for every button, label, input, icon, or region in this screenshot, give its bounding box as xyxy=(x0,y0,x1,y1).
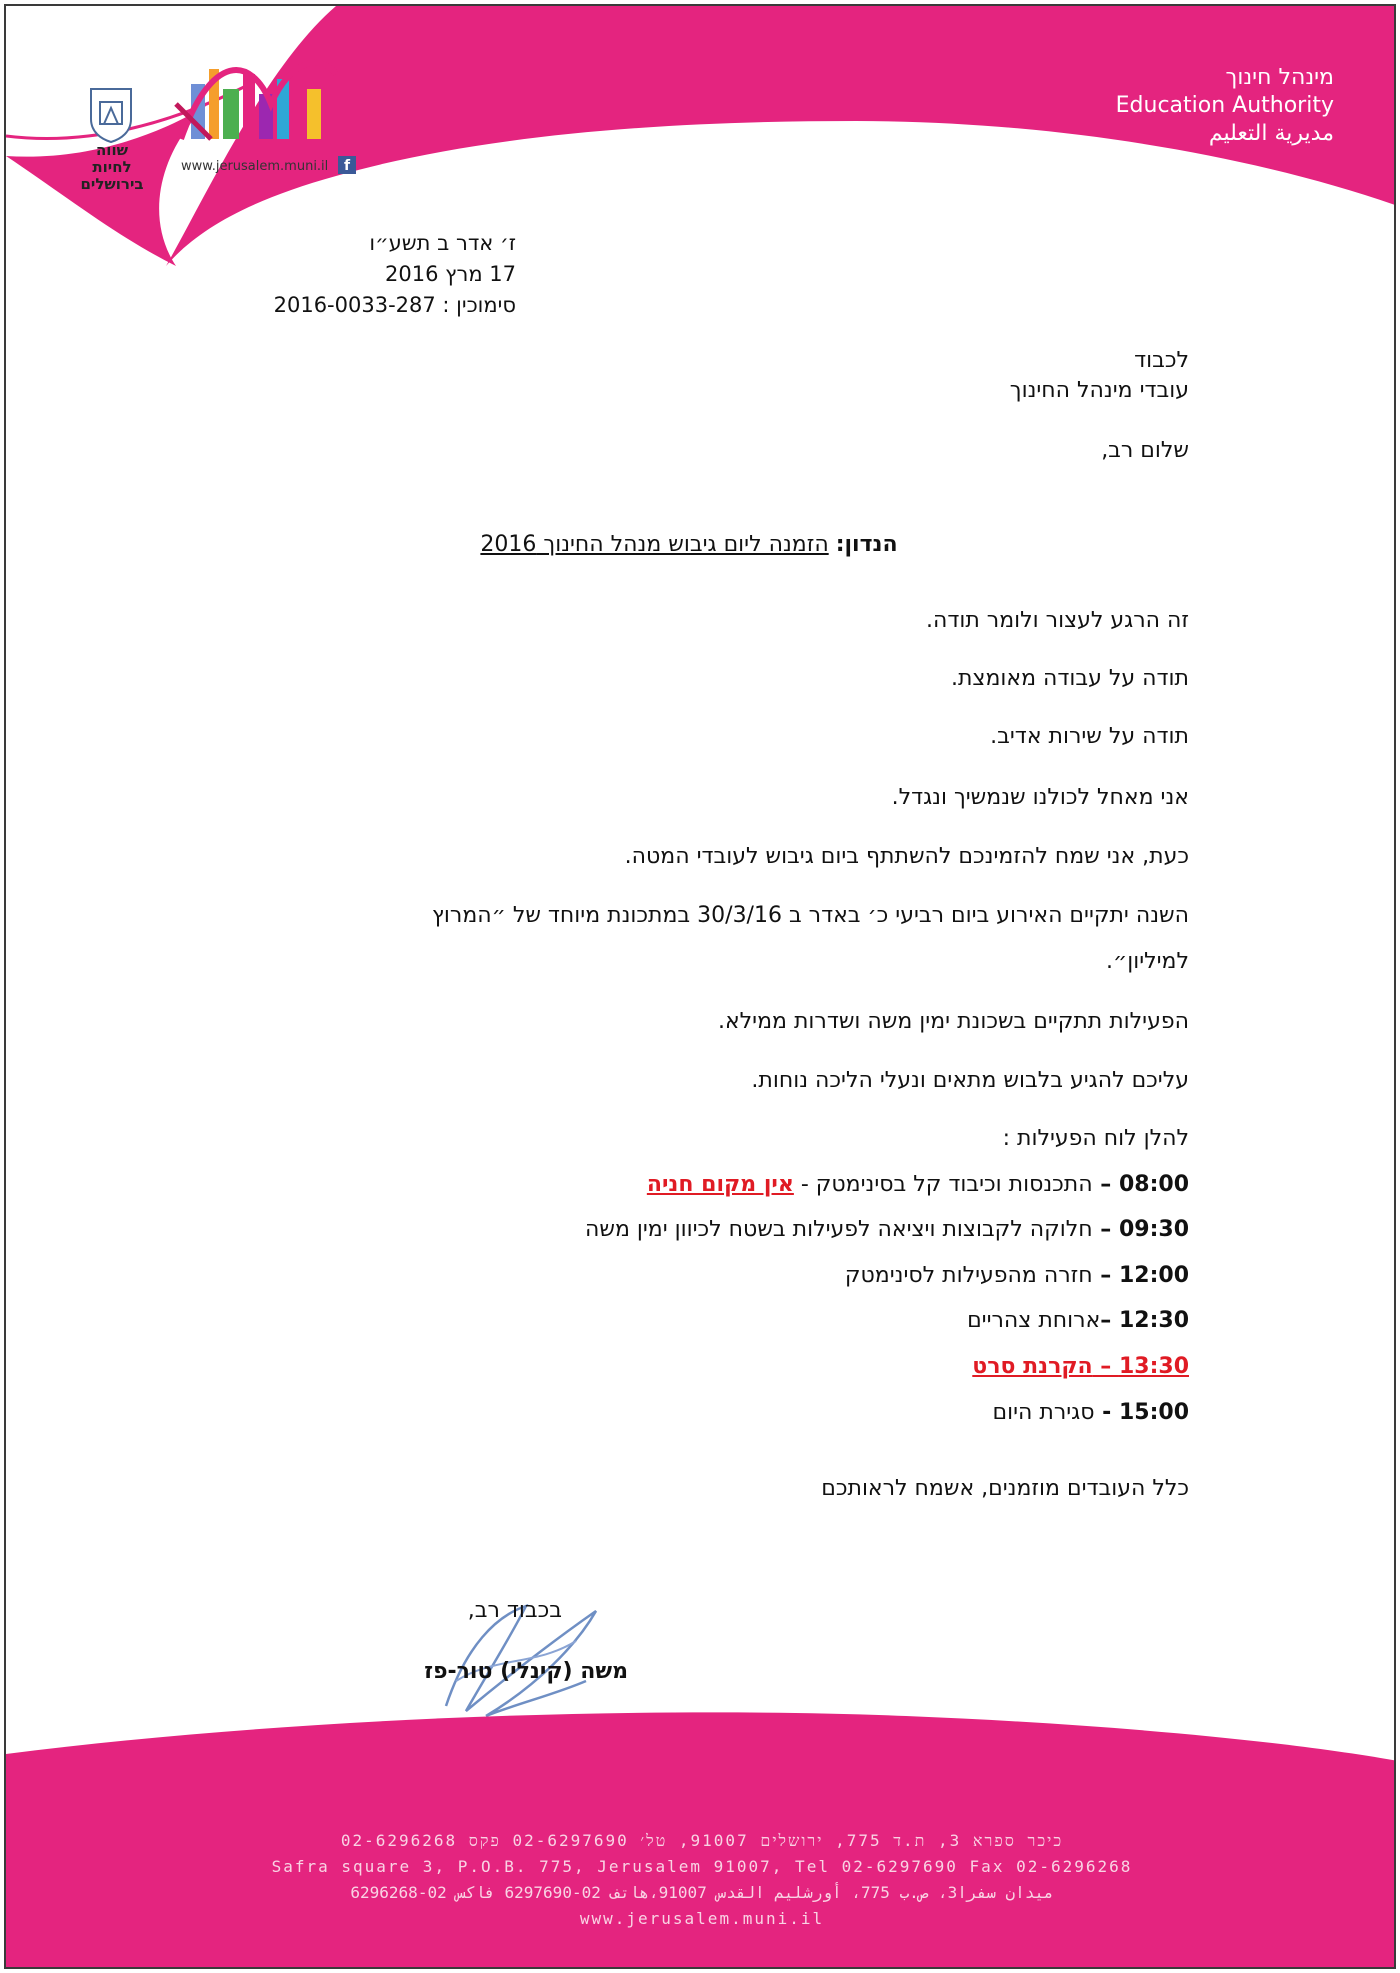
footer-address-english: Safra square 3, P.O.B. 775, Jerusalem 91007, Tel 02-6297690 Fax 02-6296268 xyxy=(271,1857,1133,1876)
schedule-separator: – xyxy=(1100,1308,1119,1333)
paragraph: תודה על עבודה מאומצת. xyxy=(950,666,1189,691)
schedule-time: 15:00 xyxy=(1118,1400,1189,1425)
subject-label: הנדון: xyxy=(835,532,898,557)
schedule-text: התכנסות וכיבוד קל בסינימטק - xyxy=(793,1172,1093,1197)
recipient-name: עובדי מינהל החינוך xyxy=(1009,378,1189,403)
sign-off-block xyxy=(4,6,1394,1706)
facebook-icon: f xyxy=(338,156,356,174)
schedule-time: 12:00 xyxy=(1118,1263,1189,1288)
subject-text: הזמנה ליום גיבוש מנהל החינוך 2016 xyxy=(480,532,829,557)
paragraph: השנה יתקיים האירוע ביום רביעי כ׳ באדר ב 30/3/16 במתכונת מיוחד של ״המרוץ xyxy=(432,903,1189,928)
schedule-highlight: אין מקום חניה xyxy=(646,1172,794,1197)
schedule-text: חזרה מהפעילות לסינימטק xyxy=(844,1263,1093,1288)
schedule-separator: – xyxy=(1092,1263,1119,1288)
sign-off: בכבוד רב, xyxy=(467,1598,562,1623)
schedule-separator: – xyxy=(1092,1172,1119,1197)
city-url: www.jerusalem.muni.il xyxy=(181,159,329,174)
schedule-separator: – xyxy=(1092,1217,1119,1242)
schedule-intro: להלן לוח הפעילות : xyxy=(1002,1126,1189,1151)
paragraph: זה הרגע לעצור ולומר תודה. xyxy=(925,608,1189,633)
city-logo-text: שווה לחיות בירושלים xyxy=(80,141,144,193)
closing-line: כלל העובדים מוזמנים, אשמח לראותכם xyxy=(821,1476,1189,1501)
paragraph: עליכם להגיע בלבוש מתאים ונעלי הליכה נוחות. xyxy=(751,1068,1189,1093)
schedule-time: 12:30 xyxy=(1118,1308,1189,1333)
letter-page xyxy=(4,4,1396,1969)
paragraph: למיליון״. xyxy=(1106,949,1189,974)
authority-hebrew: מינהל חינוך xyxy=(1225,65,1334,90)
footer-url: www.jerusalem.muni.il xyxy=(579,1909,825,1928)
schedule-separator: – xyxy=(1092,1354,1119,1379)
paragraph: כעת, אני שמח להזמינכם להשתתף ביום גיבוש לעובדי המטה. xyxy=(624,844,1189,869)
schedule-time: 09:30 xyxy=(1118,1217,1189,1242)
authority-english: Education Authority xyxy=(1115,93,1334,118)
schedule-time: 13:30 xyxy=(1118,1354,1189,1379)
schedule-time: 08:00 xyxy=(1118,1172,1189,1197)
footer-address-arabic: ميدان سفرا3، ص.ب 775، أورشليم القدس 91007،هاتف 02-6297690 فاكس 02-6296268 xyxy=(350,1883,1054,1902)
paragraph: הפעילות תתקיים בשכונת ימין משה ושדרות ממילא. xyxy=(717,1009,1189,1034)
paragraph: תודה על שירות אדיב. xyxy=(990,724,1189,749)
reference-number: סימוכין : 2016-0033-287 xyxy=(273,293,516,317)
hebrew-date: ז׳ אדר ב תשע״ו xyxy=(369,231,516,255)
schedule-text: סגירת היום xyxy=(992,1400,1095,1425)
greeting: שלום רב, xyxy=(1101,438,1189,463)
schedule-highlight: הקרנת סרט xyxy=(972,1354,1093,1379)
schedule-text: ארוחת צהריים xyxy=(967,1308,1101,1333)
signer-name: משה (קינלי) טור-פז xyxy=(424,1659,628,1684)
recipient-label: לכבוד xyxy=(1134,348,1189,373)
gregorian-date: 17 מרץ 2016 xyxy=(385,262,516,286)
schedule-text: חלוקה לקבוצות ויציאה לפעילות בשטח לכיוון ימין משה xyxy=(584,1217,1093,1242)
schedule-separator: - xyxy=(1094,1400,1119,1425)
authority-arabic: مديرية التعليم xyxy=(1208,121,1334,146)
paragraph: אני מאחל לכולנו שנמשיך ונגדל. xyxy=(891,785,1189,810)
footer-address-hebrew: כיכר ספרא 3, ת.ד 775, ירושלים 91007, טל׳ 02-6297690 פקס 02-6296268 xyxy=(340,1831,1064,1850)
